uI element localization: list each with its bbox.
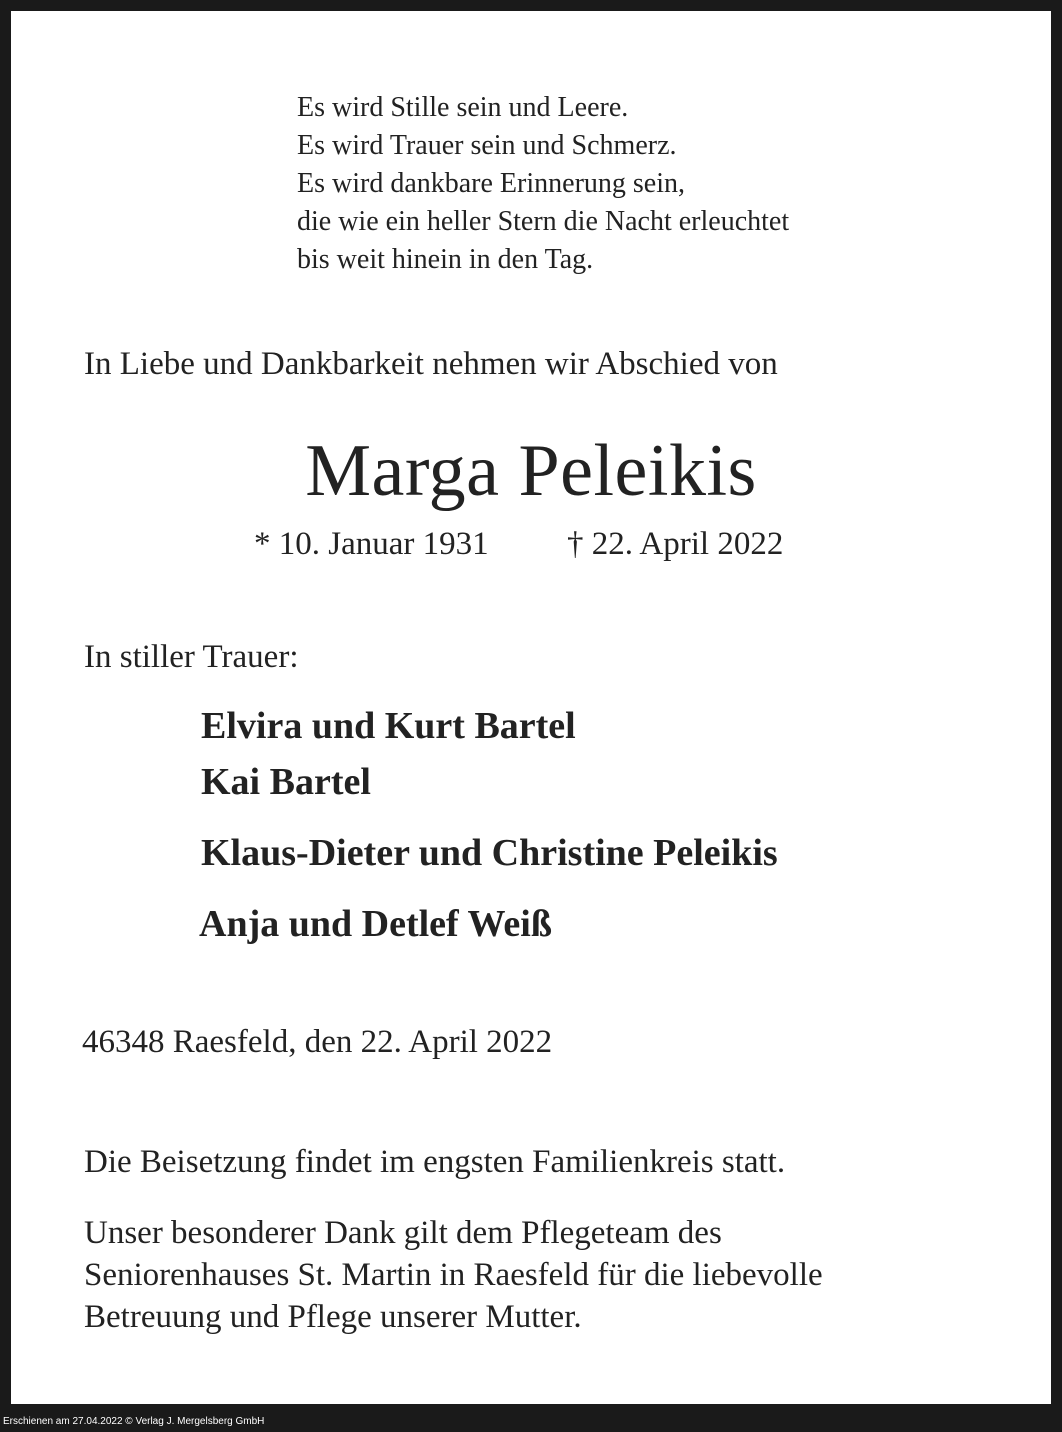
poem-line: die wie ein heller Stern die Nacht erleuchtet [297,206,790,237]
poem-line: Es wird Stille sein und Leere. [297,92,629,123]
mourner-name: Anja und Detlef Weiß [199,903,552,945]
place-and-date: 46348 Raesfeld, den 22. April 2022 [82,1024,553,1060]
thanks-line: Betreuung und Pflege unserer Mutter. [84,1299,582,1335]
poem-line: Es wird Trauer sein und Schmerz. [297,130,677,161]
mourner-name: Kai Bartel [201,761,371,803]
publication-footer: Erschienen am 27.04.2022 © Verlag J. Mergelsberg GmbH [3,1416,265,1427]
thanks-line: Unser besonderer Dank gilt dem Pflegeteam des [84,1215,722,1251]
thanks-line: Seniorenhauses St. Martin in Raesfeld für die liebevolle [84,1257,823,1293]
mourner-name: Elvira und Kurt Bartel [201,705,576,747]
deceased-name: Marga Peleikis [305,430,757,512]
mourner-name: Klaus-Dieter und Christine Peleikis [201,832,778,874]
death-date: † 22. April 2022 [567,526,784,562]
poem-line: Es wird dankbare Erinnerung sein, [297,168,685,199]
mourners-label: In stiller Trauer: [84,639,299,675]
farewell-intro: In Liebe und Dankbarkeit nehmen wir Abschied von [84,346,778,382]
poem-line: bis weit hinein in den Tag. [297,244,594,275]
memorial-poem [297,89,789,279]
funeral-note: Die Beisetzung findet im engsten Familienkreis statt. [84,1144,786,1180]
obituary-notice [11,11,1051,1404]
birth-date: * 10. Januar 1931 [254,526,489,562]
thanks-note [84,1212,823,1338]
